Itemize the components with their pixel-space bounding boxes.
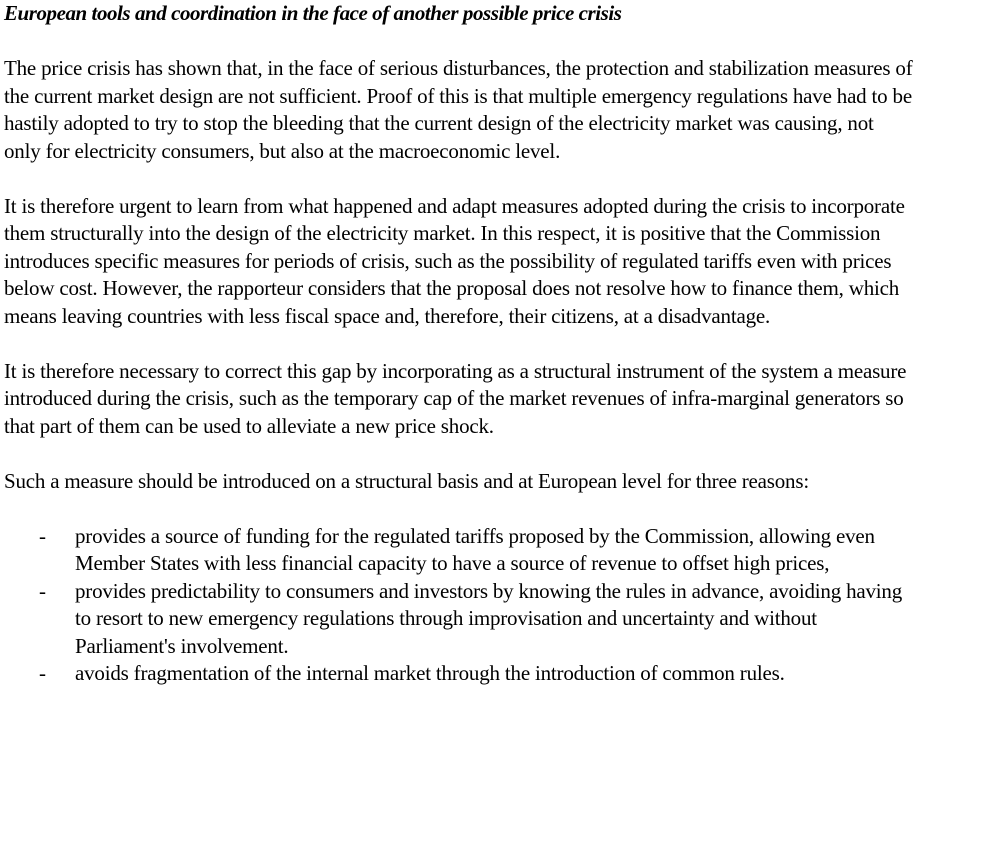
list-item-text: provides a source of funding for the regulated tariffs proposed by the Commission, allowing even Member States with less financial capacity to have a source of revenue to offset high prices, xyxy=(75,523,875,575)
list-item xyxy=(4,578,915,661)
paragraph-three-reasons: Such a measure should be introduced on a structural basis and at European level for three reasons: xyxy=(4,468,809,493)
document-body xyxy=(4,0,964,688)
paragraph-price-crisis: The price crisis has shown that, in the face of serious disturbances, the protection and stabilization measures of the current market design are not sufficient. Proof of this is that multiple emergency regulations have had to be hastily adopted to try to stop the bleeding that the current design of the electricity market was causing, not only for electricity consumers, but also at the macroeconomic level. xyxy=(4,56,913,163)
paragraph-correct-gap: It is therefore necessary to correct this gap by incorporating as a structural instrument of the system a measure introduced during the crisis, such as the temporary cap of the market revenues of infra-marginal generators so that part of them can be used to alleviate a new price shock. xyxy=(4,358,907,438)
bullet-dash: - xyxy=(39,661,46,685)
bullet-dash: - xyxy=(39,523,46,548)
list-item-text: provides predictability to consumers and investors by knowing the rules in advance, avoiding having to resort to new emergency regulations through improvisation and uncertainty and without Parliament's involvement. xyxy=(75,578,903,658)
reasons-list xyxy=(4,523,964,688)
document-title: European tools and coordination in the face of another possible price crisis xyxy=(4,1,622,25)
list-item xyxy=(4,660,915,688)
paragraph-learn-from-crisis: It is therefore urgent to learn from what happened and adapt measures adopted during the crisis to incorporate them structurally into the design of the electricity market. In this respect, it is positive that the Commission introduces specific measures for periods of crisis, such as the possibility of regulated tariffs even with prices below cost. However, the rapporteur considers that the proposal does not resolve how to finance them, which means leaving countries with less fiscal space and, therefore, their citizens, at a disadvantage. xyxy=(4,193,905,328)
list-item xyxy=(4,523,915,578)
list-item-text: avoids fragmentation of the internal market through the introduction of common rules. xyxy=(75,661,785,685)
bullet-dash: - xyxy=(39,578,46,603)
